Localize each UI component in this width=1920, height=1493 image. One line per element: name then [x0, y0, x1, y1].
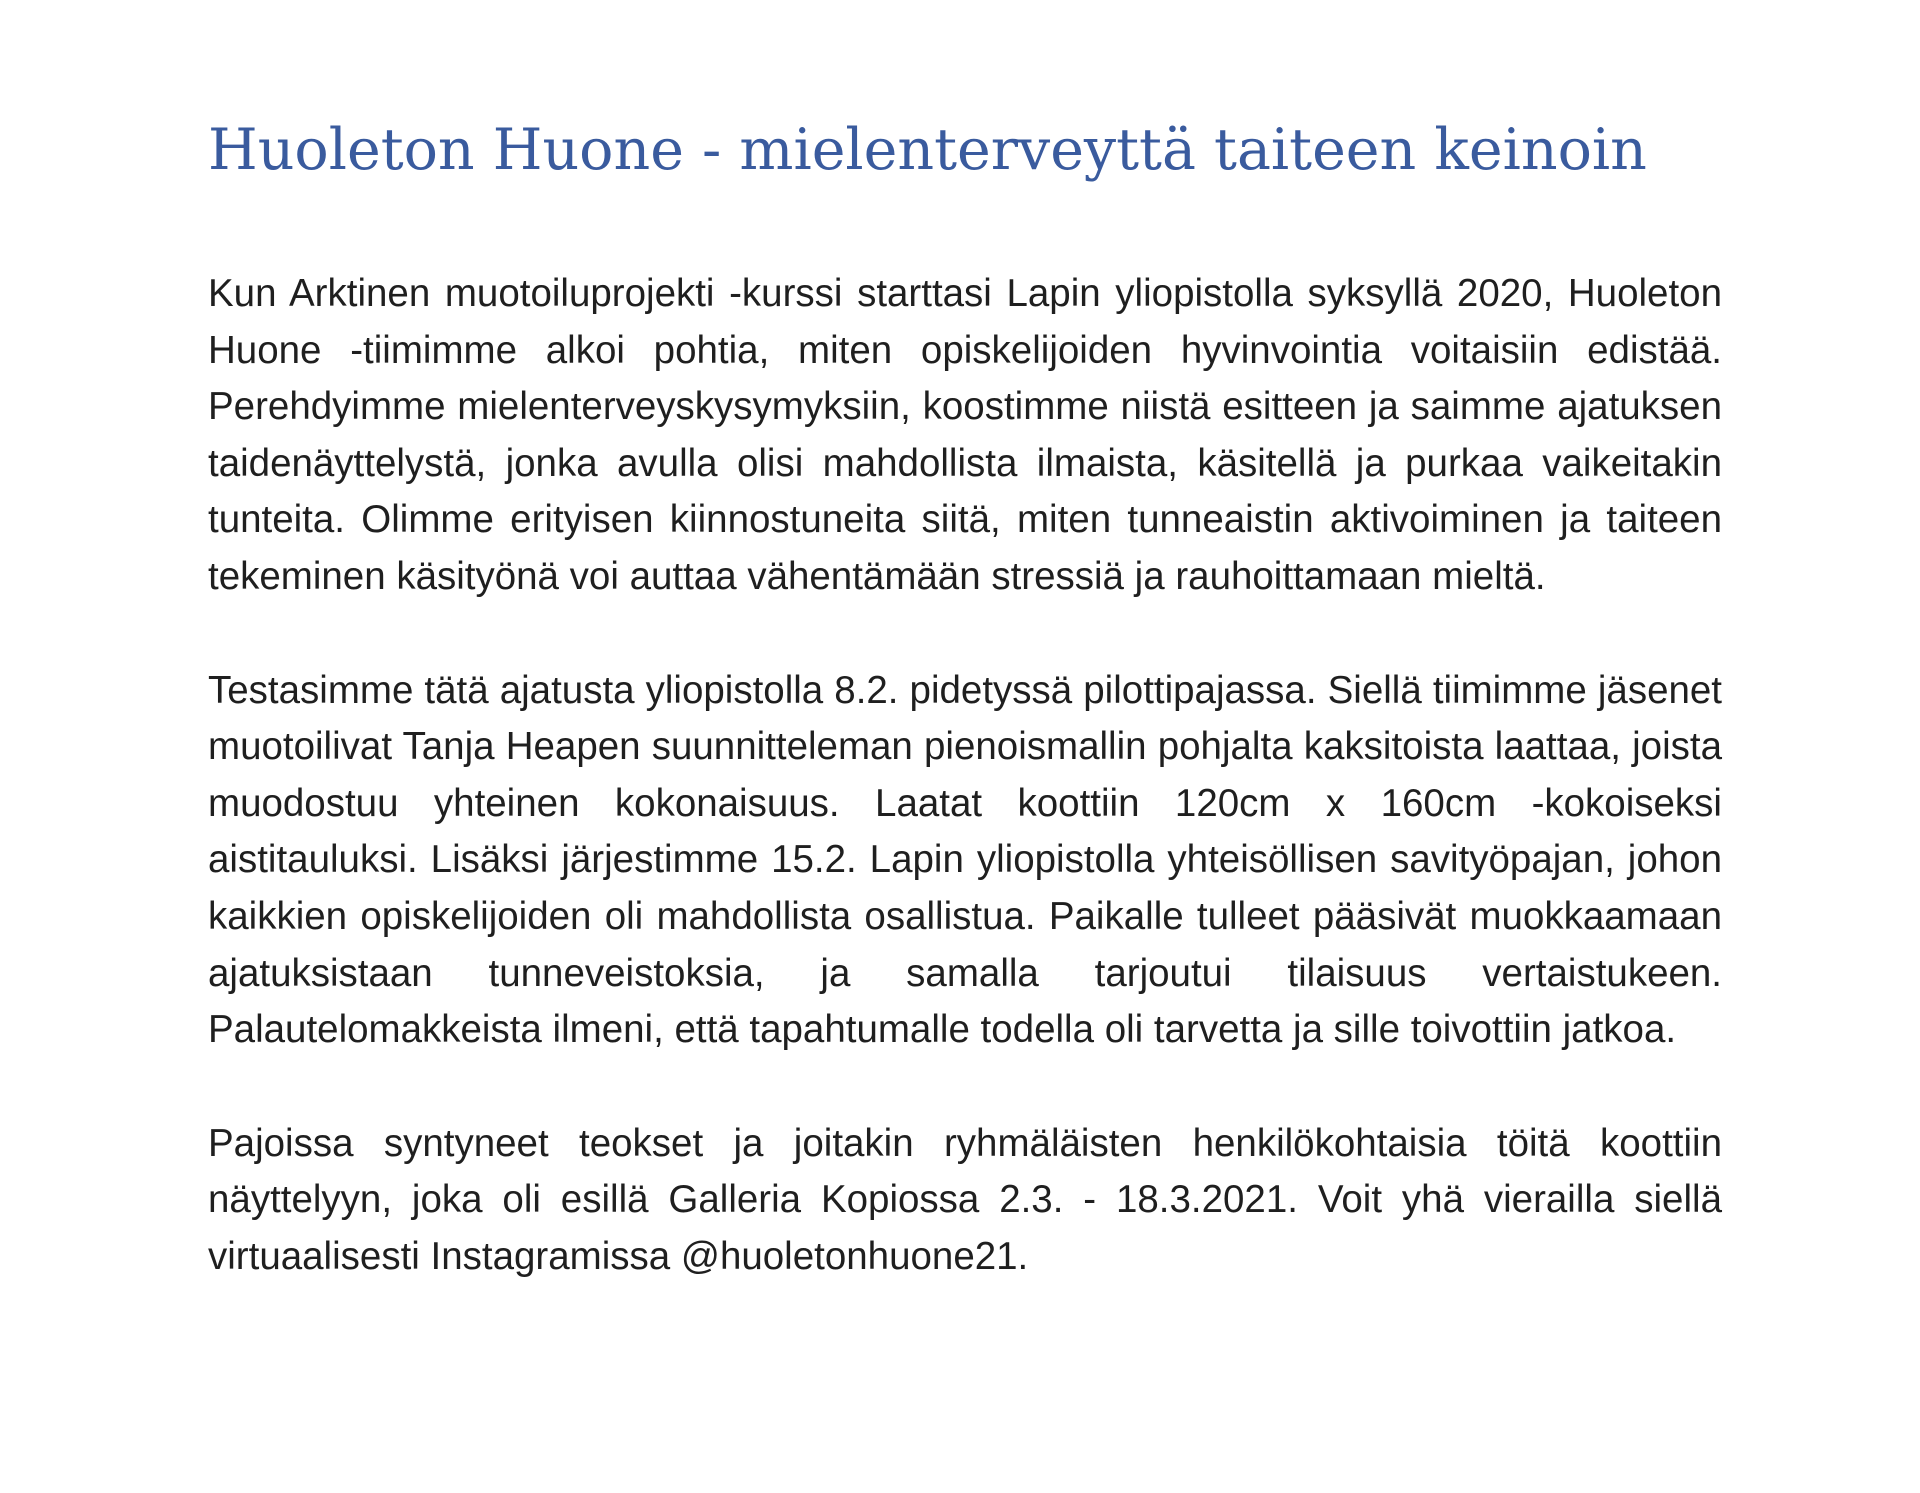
paragraph-2: Testasimme tätä ajatusta yliopistolla 8.2. pidetyssä pilottipajassa. Siellä tiimimme jäsenet muotoilivat Tanja Heapen suunnitteleman pienoismallin pohjalta kaksitoista laattaa, joista muodostuu yhteinen kokonaisuus. Laatat koottiin 120cm x 160cm -kokoiseksi aistitauluksi. Lisäksi järjestimme 15.2. Lapin yliopistolla yhteisöllisen savityöpajan, johon kaikkien opiskelijoiden oli mahdollista osallistua. Paikalle tulleet pääsivät muokkaamaan ajatuksistaan tunneveistoksia, ja samalla tarjoutui tilaisuus vertaistukeen. Palautelomakkeista ilmeni, että tapahtumalle todella oli tarvetta ja sille toivottiin jatkoa. [208, 668, 1722, 1052]
paragraph-3: Pajoissa syntyneet teokset ja joitakin ryhmäläisten henkilökohtaisia töitä koottiin näyttelyyn, joka oli esillä Galleria Kopiossa 2.3. - 18.3.2021. Voit yhä vierailla siellä virtuaalisesti Instagramissa @huoletonhuone21. [208, 1121, 1722, 1278]
paragraph-1: Kun Arktinen muotoiluprojekti -kurssi starttasi Lapin yliopistolla syksyllä 2020, Huoleton Huone -tiimimme alkoi pohtia, miten opiskelijoiden hyvinvointia voitaisiin edistää. Perehdyimme mielenterveyskysymyksiin, koostimme niistä esitteen ja saimme ajatuksen taidenäyttelystä, jonka avulla olisi mahdollista ilmaista, käsitellä ja purkaa vaikeitakin tunteita. Olimme erityisen kiinnostuneita siitä, miten tunneaistin aktivoiminen ja taiteen tekeminen käsityönä voi auttaa vähentämään stressiä ja rauhoittamaan mieltä. [208, 272, 1722, 598]
document-page [208, 112, 1722, 1343]
page-title: Huoleton Huone - mielenterveyttä taiteen keinoin [208, 117, 1647, 183]
document-body [208, 266, 1722, 1286]
